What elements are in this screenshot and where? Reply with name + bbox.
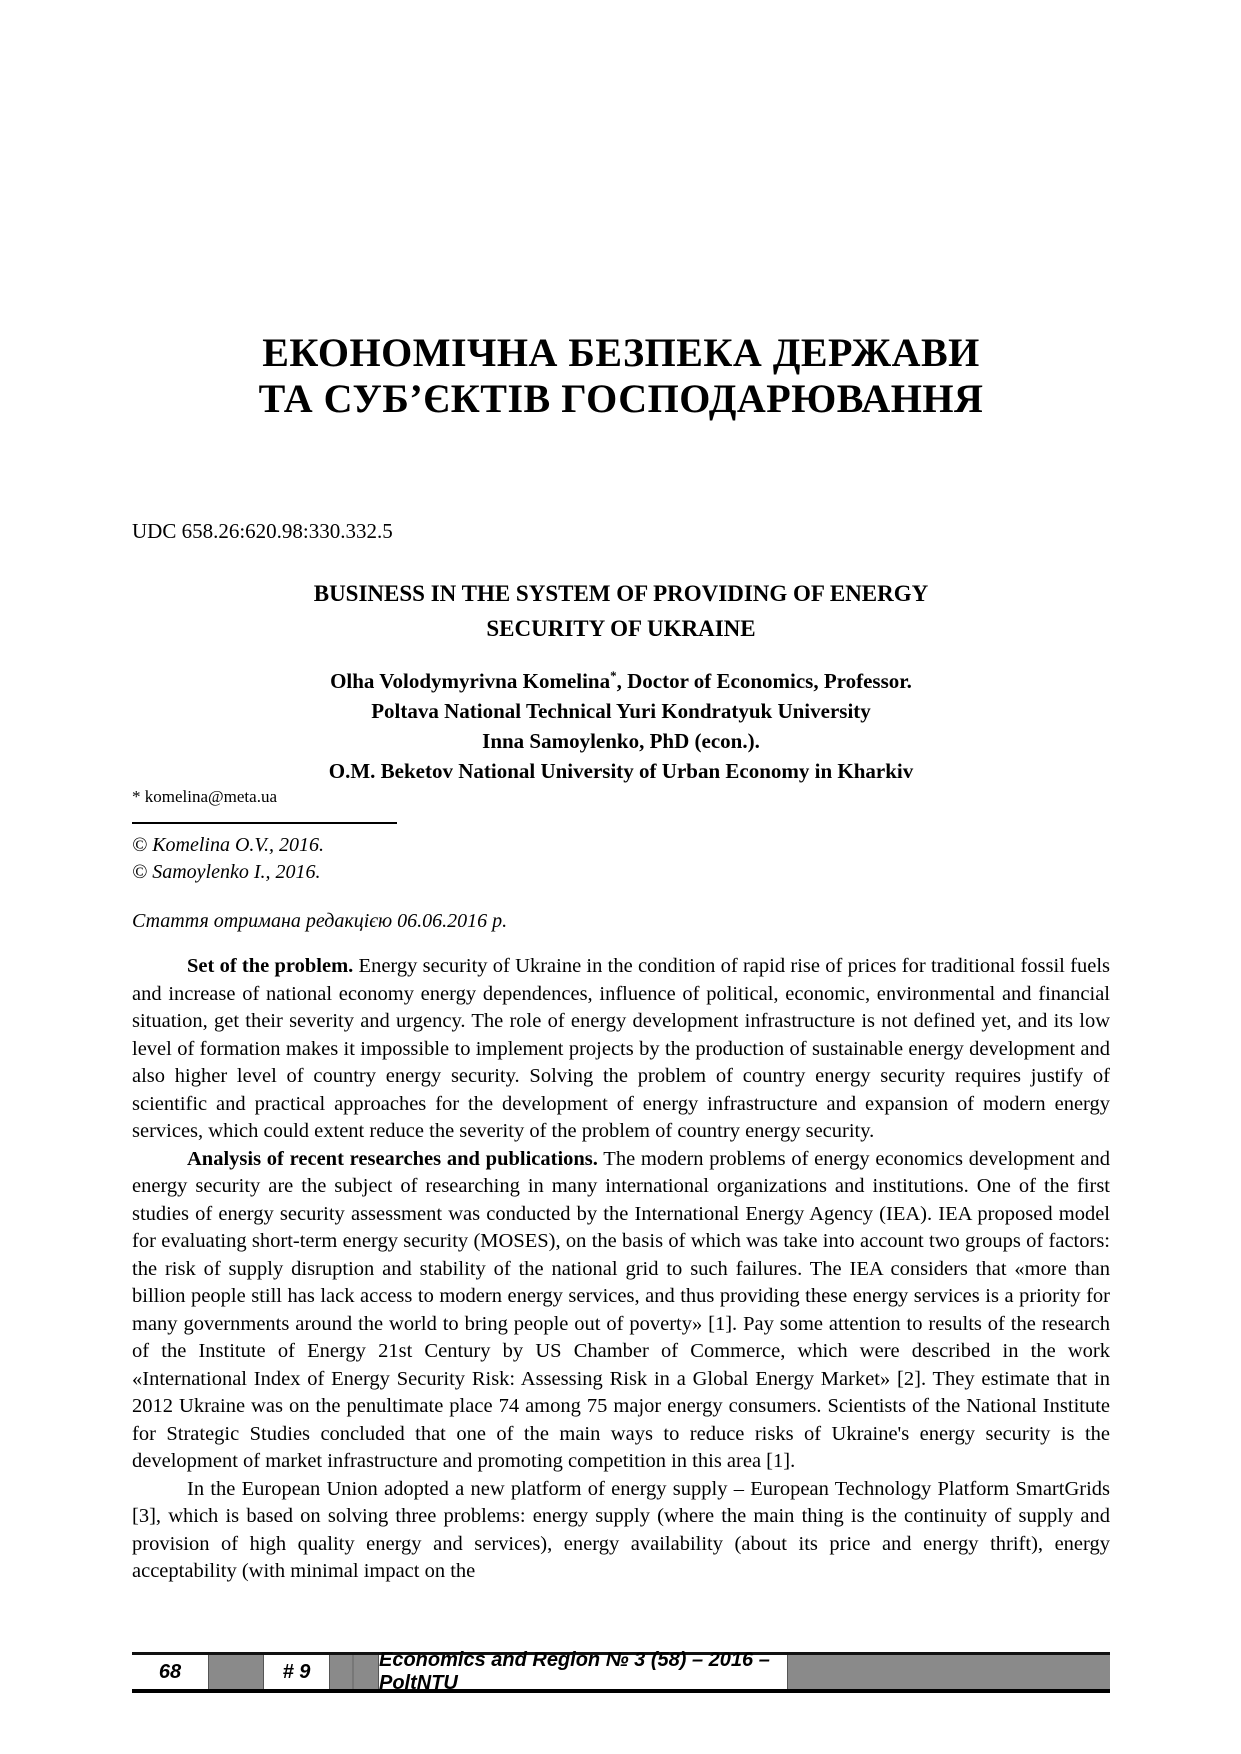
author1-line: [132, 666, 1110, 696]
copyright-line2: © Samoylenko I., 2016.: [132, 861, 321, 883]
page-content: [132, 0, 1110, 1586]
footer-issue-number: # 9: [263, 1655, 329, 1689]
author1-name: Olha Volodymyrivna Komelina: [330, 669, 611, 693]
paragraph-eu-platform: [132, 1476, 1110, 1586]
affiliation2: O.M. Beketov National University of Urban Economy in Kharkiv: [328, 759, 914, 783]
author-email-note: * komelina@meta.ua: [132, 787, 277, 806]
author1-footnote-mark: *: [610, 668, 617, 683]
article-title-line2: SECURITY OF UKRAINE: [486, 616, 756, 641]
paragraph-text: Energy security of Ukraine in the condition of rapid rise of prices for traditional fossil fuels and increase of national economy energy dependences, influence of political, economic, environmental and financial situation, get their severity and urgency. The role of energy development infrastructure is not defined yet, and its low level of formation makes it impossible to implement projects by the production of sustainable energy development and also higher level of country energy security. Solving the problem of country energy security requires justify of scientific and practical approaches for the development of energy infrastructure and expansion of modern energy services, which could extent reduce the severity of the problem of country energy security.: [132, 955, 1110, 1142]
author2-line: Inna Samoylenko, PhD (econ.).: [482, 729, 760, 753]
copyright-block: [132, 832, 1110, 886]
paragraph-lead: Analysis of recent researches and publications.: [187, 1147, 598, 1170]
footer-gray-block-2a: [329, 1655, 352, 1689]
authors-block: [132, 666, 1110, 786]
paragraph-set-of-problem: [132, 953, 1110, 1146]
section-title-line1: ЕКОНОМІЧНА БЕЗПЕКА ДЕРЖАВИ: [262, 330, 980, 375]
author1-degree: , Doctor of Economics, Professor.: [616, 669, 912, 693]
paragraph-analysis: [132, 1146, 1110, 1476]
footer-gray-block-2b: [352, 1655, 378, 1689]
paragraph-lead: Set of the problem.: [187, 955, 354, 977]
section-title: [132, 0, 1110, 422]
article-title: [132, 576, 1110, 646]
paragraph-text: The modern problems of energy economics development and energy security are the subject of researching in many international organizations and institutions. One of the first studies of energy security assessment was conducted by the International Energy Agency (IEA). IEA proposed model for evaluating short-term energy security (MOSES), on the basis of which was take into account two groups of factors: the risk of supply disruption and stability of the national grid to such failures. The IEA considers that «more than billion people still has lack access to modern energy services, and thus providing these energy services is a priority for many governments around the world to bring people out of poverty» [1]. Pay some attention to results of the research of the Institute of Energy 21st Century by US Chamber of Commerce, which were described in the work «International Index of Energy Security Risk: Assessing Risk in a Global Energy Market» [2]. They estimate that in 2012 Ukraine was on the penultimate place 74 among 75 major energy consumers. Scientists of the National Institute for Strategic Studies concluded that one of the main ways to reduce risks of Ukraine's energy security is the development of market infrastructure and promoting competition in this area [1].: [132, 1147, 1110, 1472]
article-body: [132, 953, 1110, 1586]
section-title-line2: ТА СУБ’ЄКТІВ ГОСПОДАРЮВАННЯ: [258, 376, 984, 421]
udc-code: UDC 658.26:620.98:330.332.5: [132, 519, 393, 543]
footnote-rule: [132, 822, 397, 824]
footer-gray-block-1: [208, 1655, 263, 1689]
footer-journal-title: Economics and Region № 3 (58) – 2016 – PoltNTU: [378, 1655, 787, 1689]
footer-gray-block-3: [787, 1655, 1110, 1689]
footer-row: [132, 1649, 1110, 1694]
paragraph-text: In the European Union adopted a new platform of energy supply – European Technology Platform SmartGrids [3], which is based on solving three problems: energy supply (where the main thing is the continuity of supply and provision of high quality energy and services), energy availability (about its price and energy thrift), energy acceptability (with minimal impact on the: [132, 1477, 1110, 1582]
affiliation1: Poltava National Technical Yuri Kondratyuk University: [371, 699, 871, 723]
copyright-line1: © Komelina O.V., 2016.: [132, 834, 325, 856]
footer-page-number: 68: [132, 1655, 208, 1689]
page-footer: [132, 1649, 1110, 1694]
received-date-line: Стаття отримана редакцією 06.06.2016 р.: [132, 910, 508, 932]
article-title-line1: BUSINESS IN THE SYSTEM OF PROVIDING OF ENERGY: [313, 581, 929, 606]
